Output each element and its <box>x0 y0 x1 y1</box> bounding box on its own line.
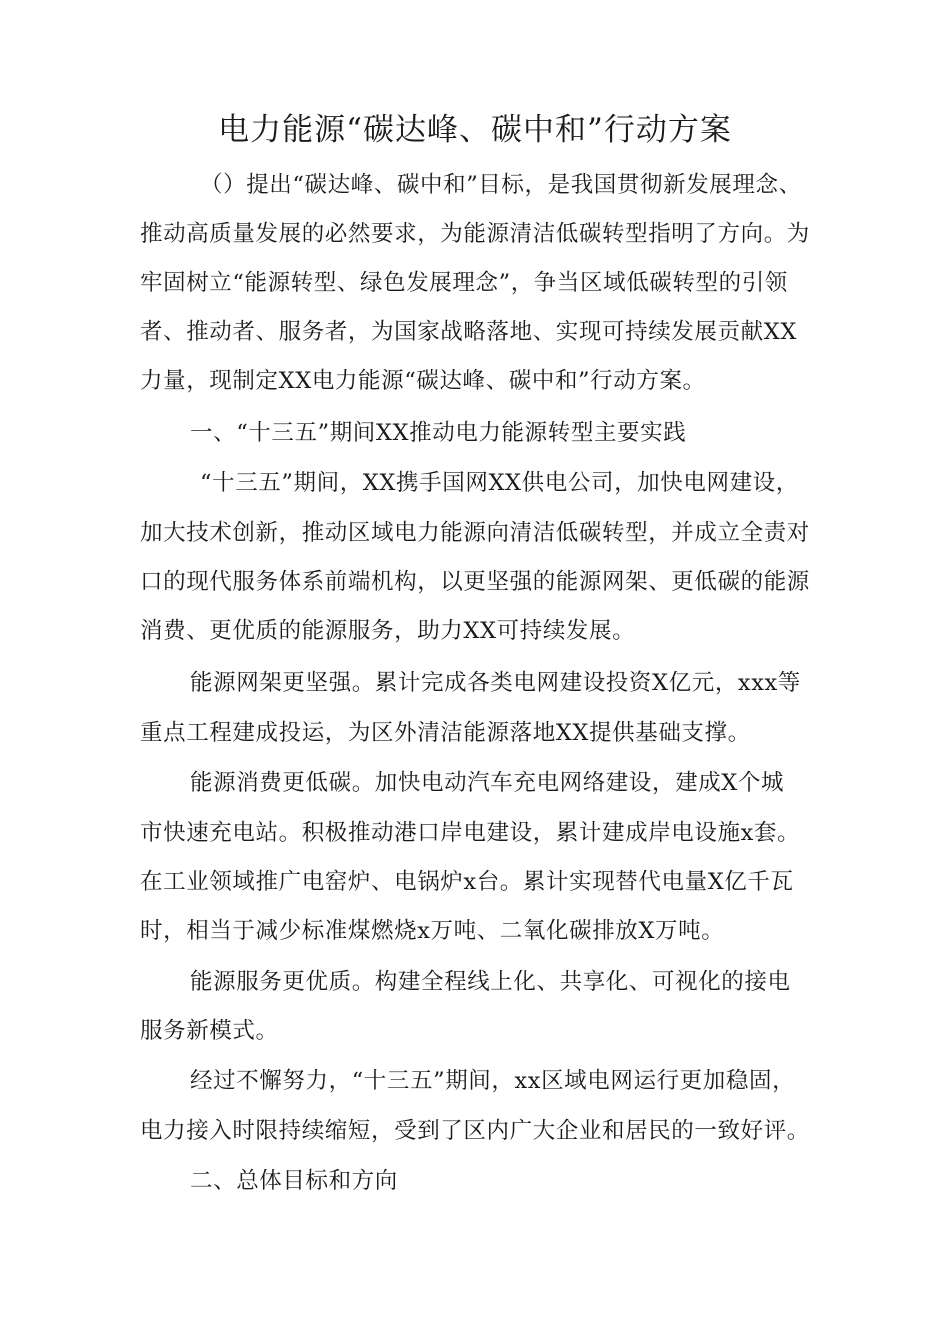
paragraph-line: 时，相当于减少标准煤燃烧x万吨、二氧化碳排放X万吨。 <box>140 918 725 944</box>
paragraph-line: “十三五”期间，XX携手国网XX供电公司，加快电网建设， <box>200 470 799 496</box>
paragraph-line: 能源网架更坚强。累计完成各类电网建设投资X亿元，xxx等 <box>190 670 801 696</box>
paragraph-line: 能源消费更低碳。加快电动汽车充电网络建设，建成X个城 <box>190 770 785 796</box>
paragraph-line: 消费、更优质的能源服务，助力XX可持续发展。 <box>140 618 636 644</box>
paragraph-line: 力量，现制定XX电力能源“碳达峰、碳中和”行动方案。 <box>140 368 706 394</box>
paragraph-line: 牢固树立“能源转型、绿色发展理念”，争当区域低碳转型的引领 <box>140 270 788 296</box>
document-title: 电力能源“碳达峰、碳中和”行动方案 <box>218 112 732 148</box>
paragraph-line: 口的现代服务体系前端机构，以更坚强的能源网架、更低碳的能源 <box>140 569 810 595</box>
section-heading: 一、“十三五”期间XX推动电力能源转型主要实践 <box>190 420 687 446</box>
paragraph-line: 加大技术创新，推动区域电力能源向清洁低碳转型，并成立全责对 <box>140 520 810 546</box>
section-heading: 二、总体目标和方向 <box>190 1168 398 1194</box>
paragraph-line: 服务新模式。 <box>140 1018 279 1044</box>
paragraph-line: 者、推动者、服务者，为国家战略落地、实现可持续发展贡献XX <box>140 319 797 345</box>
paragraph-line: 在工业领域推广电窑炉、电锅炉x台。累计实现替代电量X亿千瓦 <box>140 869 794 895</box>
paragraph-line: 市快速充电站。积极推动港口岸电建设，累计建成岸电设施x套。 <box>140 820 801 846</box>
paragraph-line: 重点工程建成投运，为区外清洁能源落地XX提供基础支撑。 <box>140 720 751 746</box>
paragraph-line: （）提出“碳达峰、碳中和”目标，是我国贯彻新发展理念、 <box>200 172 802 198</box>
paragraph-line: 能源服务更优质。构建全程线上化、共享化、可视化的接电 <box>190 969 791 995</box>
paragraph-line: 经过不懈努力，“十三五”期间，xx区域电网运行更加稳固， <box>190 1068 796 1094</box>
paragraph-line: 推动高质量发展的必然要求，为能源清洁低碳转型指明了方向。为 <box>140 221 810 247</box>
paragraph-line: 电力接入时限持续缩短，受到了区内广大企业和居民的一致好评。 <box>140 1118 810 1144</box>
